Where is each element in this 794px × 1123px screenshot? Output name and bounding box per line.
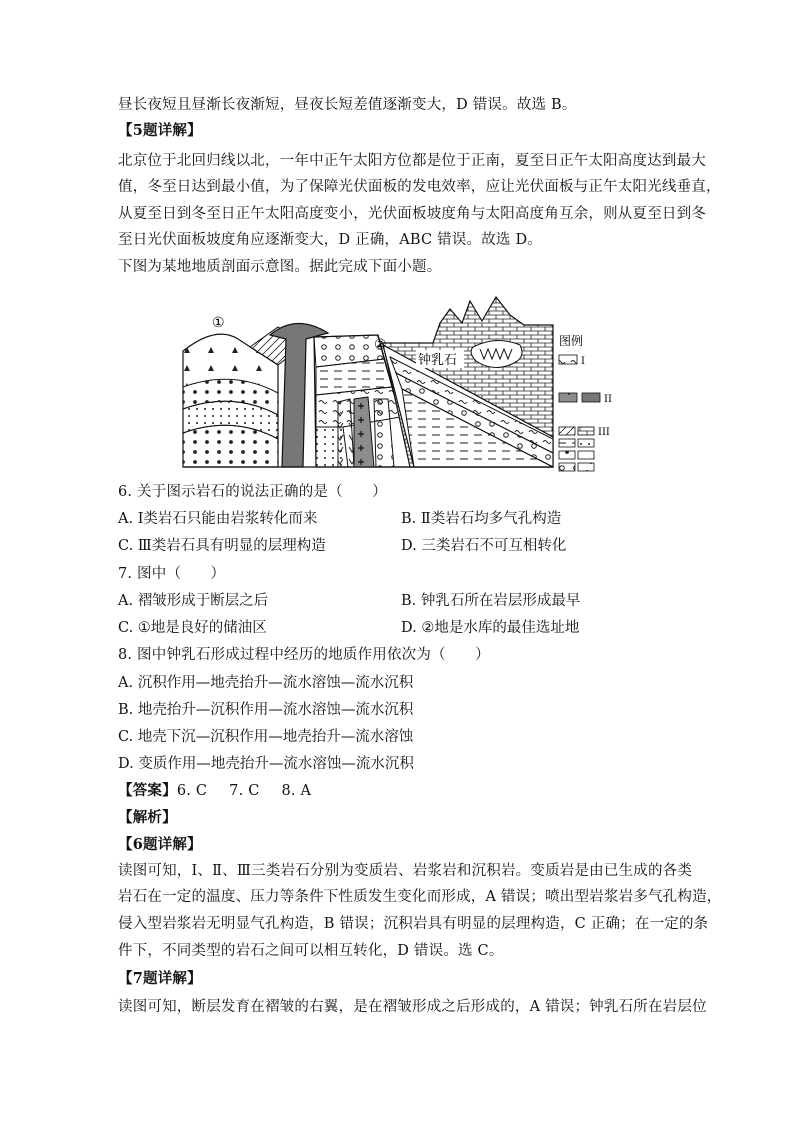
svg-text:I: I [581,356,585,367]
q7-stem: 7. 图中（ ） [118,566,226,582]
q5-line-4: 至日光伏面板坡度角应逐渐变大，D 正确，ABC 错误。故选 D。 [118,232,542,248]
stalactite-label: 钟乳石 [418,353,458,368]
legend-swatch-III-7 [559,463,575,471]
q6-detail-line-1: 读图可知，I、Ⅱ、Ⅲ三类岩石分别为变质岩、岩浆岩和沉积岩。变质岩是由已生成的各类 [118,863,693,879]
q7-option-c: C. ①地是良好的储油区 [118,620,267,636]
legend-title: 图例 [559,334,584,348]
intro-line: 昼长夜短且昼渐长夜渐短，昼夜长短差值逐渐变大，D 错误。故选 B。 [118,97,577,113]
svg-text:III: III [598,427,610,438]
q6-option-c: C. Ⅲ类岩石具有明显的层理构造 [118,538,326,554]
site-2-label: ② [374,337,387,353]
answer-label: 【答案】 [118,782,177,799]
q6-option-a: A. I类岩石只能由岩浆转化而来 [118,511,318,527]
q8-option-a: A. 沉积作用—地壳抬升—流水溶蚀—流水沉积 [118,675,414,691]
figure-prompt: 下图为某地地质剖面示意图。据此完成下面小题。 [118,259,442,275]
q6-option-b: B. Ⅱ类岩石均多气孔构造 [401,511,562,527]
q6-detail-line-4: 件下，不同类型的岩石之间可以相互转化，D 错误。选 C。 [118,943,504,959]
q7-option-a: A. 褶皱形成于断层之后 [118,593,269,609]
legend-swatch-III-3 [559,439,575,447]
q7-detail-line-1: 读图可知，断层发育在褶皱的右翼，是在褶皱形成之后形成的，A 错误；钟乳石所在岩层位 [118,999,707,1015]
legend-swatch-III-2 [578,427,594,435]
q8-option-d: D. 变质作用—地壳抬升—流水溶蚀—流水沉积 [118,756,414,772]
q8-option-c: C. 地壳下沉—沉积作用—地壳抬升—流水溶蚀 [118,729,414,745]
q6-option-d: D. 三类岩石不可互相转化 [401,538,567,554]
q6-stem: 6. 关于图示岩石的说法正确的是（ ） [118,484,387,500]
q7-option-d: D. ②地是水库的最佳选址地 [401,620,580,636]
q7-option-b: B. 钟乳石所在岩层形成最早 [401,593,581,609]
q5-line-3: 从夏至日到冬至日正午太阳高度变小，光伏面板坡度角与太阳高度角互余，则从夏至日到冬 [118,206,706,222]
q8-stem: 8. 图中钟乳石形成过程中经历的地质作用依次为（ ） [118,647,490,663]
q7-detail-header: 【7题详解】 [118,970,202,987]
legend-swatch-III-5 [559,451,575,459]
q6-detail-line-3: 侵入型岩浆岩无明显气孔构造，B 错误；沉积岩具有明显的层理构造，C 正确；在一定的条 [118,916,709,932]
q6-detail-line-2: 岩石在一定的温度、压力等条件下性质发生变化而形成，A 错误；喷出型岩浆岩多气孔构造， [118,889,722,905]
answer-6: 6. C [176,783,208,799]
legend-swatch-III-6 [578,451,594,459]
legend-swatch-III-1 [559,427,575,435]
q8-option-b: B. 地壳抬升—沉积作用—流水溶蚀—流水沉积 [118,702,414,718]
geologic-section-figure [178,287,618,473]
legend-swatch-II-b [582,393,600,402]
answer-7: 7. C [229,783,260,799]
q6-detail-header: 【6题详解】 [118,836,202,853]
answer-line [118,781,678,801]
legend-swatch-I [559,355,577,364]
legend-swatch-II-a [559,393,577,402]
q5-line-1: 北京位于北回归线以北，一年中正午太阳方位都是位于正南，夏至日正午太阳高度达到最大 [118,153,706,169]
q5-line-2: 值，冬至日达到最小值，为了保障光伏面板的发电效率，应让光伏面板与正午太阳光线垂直， [118,179,721,195]
q5-header: 【5题详解】 [118,122,202,139]
legend-swatch-III-8 [578,463,594,471]
analysis-header: 【解析】 [118,809,177,826]
legend-swatch-III-4 [578,439,594,447]
site-1-label: ① [212,315,225,331]
answer-8: 8. A [281,783,312,799]
svg-text:II: II [604,394,612,405]
geologic-section-svg [178,287,618,473]
